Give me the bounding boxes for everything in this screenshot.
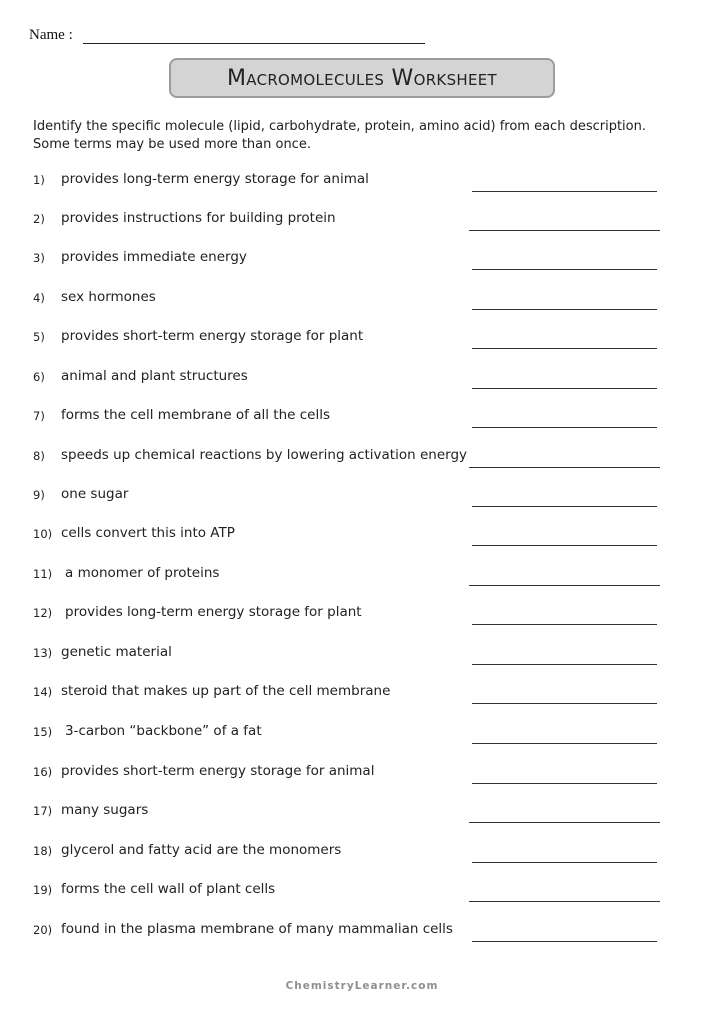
- question-number: 6): [33, 370, 45, 384]
- answer-line[interactable]: [469, 901, 660, 902]
- answer-line[interactable]: [472, 941, 657, 942]
- page-title: Macromolecules Worksheet: [226, 65, 497, 91]
- question-number: 3): [33, 251, 45, 265]
- question-text: a monomer of proteins: [65, 565, 220, 581]
- question-item: [33, 722, 673, 744]
- question-text: steroid that makes up part of the cell membrane: [61, 683, 391, 699]
- question-number: 8): [33, 449, 45, 463]
- answer-line[interactable]: [469, 585, 660, 586]
- question-item: [33, 248, 673, 270]
- question-text: glycerol and fatty acid are the monomers: [61, 842, 342, 858]
- question-text: genetic material: [61, 644, 172, 660]
- answer-line[interactable]: [472, 545, 657, 546]
- question-text: 3-carbon “backbone” of a fat: [65, 723, 262, 739]
- footer-credit: ChemistryLearner.com: [285, 980, 439, 992]
- answer-line[interactable]: [469, 230, 660, 231]
- question-number: 13): [33, 646, 53, 660]
- question-item: [33, 406, 673, 428]
- question-item: [33, 841, 673, 863]
- question-item: [33, 762, 673, 784]
- name-label: Name :: [29, 27, 73, 43]
- question-text: many sugars: [61, 802, 149, 818]
- question-number: 12): [33, 606, 53, 620]
- answer-line[interactable]: [472, 427, 657, 428]
- answer-line[interactable]: [472, 862, 657, 863]
- question-text: speeds up chemical reactions by lowering activation energy: [61, 447, 468, 463]
- question-item: [33, 170, 673, 192]
- question-item: [33, 288, 673, 310]
- question-item: [33, 920, 673, 942]
- question-text: provides instructions for building protein: [61, 210, 336, 226]
- answer-line[interactable]: [472, 388, 657, 389]
- answer-line[interactable]: [472, 783, 657, 784]
- question-text: cells convert this into ATP: [61, 525, 235, 541]
- answer-line[interactable]: [469, 822, 660, 823]
- question-text: forms the cell wall of plant cells: [61, 881, 276, 897]
- question-number: 11): [33, 567, 53, 581]
- question-item: [33, 367, 673, 389]
- question-number: 17): [33, 804, 53, 818]
- question-item: [33, 682, 673, 704]
- instructions: Identify the specific molecule (lipid, carbohydrate, protein, amino acid) from each description. Some terms may be used more than once.: [33, 119, 646, 152]
- question-item: [33, 643, 673, 665]
- question-number: 1): [33, 173, 45, 187]
- answer-line[interactable]: [472, 624, 657, 625]
- answer-line[interactable]: [472, 743, 657, 744]
- question-number: 4): [33, 291, 45, 305]
- question-number: 10): [33, 527, 53, 541]
- question-item: [33, 564, 673, 586]
- question-text: one sugar: [61, 486, 129, 502]
- question-item: [33, 209, 673, 231]
- question-item: [33, 524, 673, 546]
- question-number: 19): [33, 883, 53, 897]
- question-text: provides short-term energy storage for plant: [61, 328, 364, 344]
- question-number: 18): [33, 844, 53, 858]
- question-item: [33, 880, 673, 902]
- question-text: animal and plant structures: [61, 368, 248, 384]
- question-number: 16): [33, 765, 53, 779]
- question-number: 15): [33, 725, 53, 739]
- question-item: [33, 327, 673, 349]
- question-text: provides short-term energy storage for animal: [61, 763, 375, 779]
- question-text: provides immediate energy: [61, 249, 247, 265]
- answer-line[interactable]: [472, 506, 657, 507]
- answer-line[interactable]: [472, 269, 657, 270]
- question-item: [33, 801, 673, 823]
- question-number: 9): [33, 488, 45, 502]
- question-item: [33, 446, 673, 468]
- question-number: 5): [33, 330, 45, 344]
- answer-line[interactable]: [472, 348, 657, 349]
- question-text: provides long-term energy storage for plant: [65, 604, 362, 620]
- question-text: sex hormones: [61, 289, 156, 305]
- answer-line[interactable]: [472, 703, 657, 704]
- question-text: forms the cell membrane of all the cells: [61, 407, 330, 423]
- question-number: 7): [33, 409, 45, 423]
- question-number: 20): [33, 923, 53, 937]
- question-item: [33, 485, 673, 507]
- question-text: found in the plasma membrane of many mammalian cells: [61, 921, 453, 937]
- answer-line[interactable]: [472, 309, 657, 310]
- answer-line[interactable]: [469, 467, 660, 468]
- answer-line[interactable]: [472, 664, 657, 665]
- answer-line[interactable]: [472, 191, 657, 192]
- question-text: provides long-term energy storage for animal: [61, 171, 369, 187]
- question-number: 14): [33, 685, 53, 699]
- question-item: [33, 603, 673, 625]
- question-number: 2): [33, 212, 45, 226]
